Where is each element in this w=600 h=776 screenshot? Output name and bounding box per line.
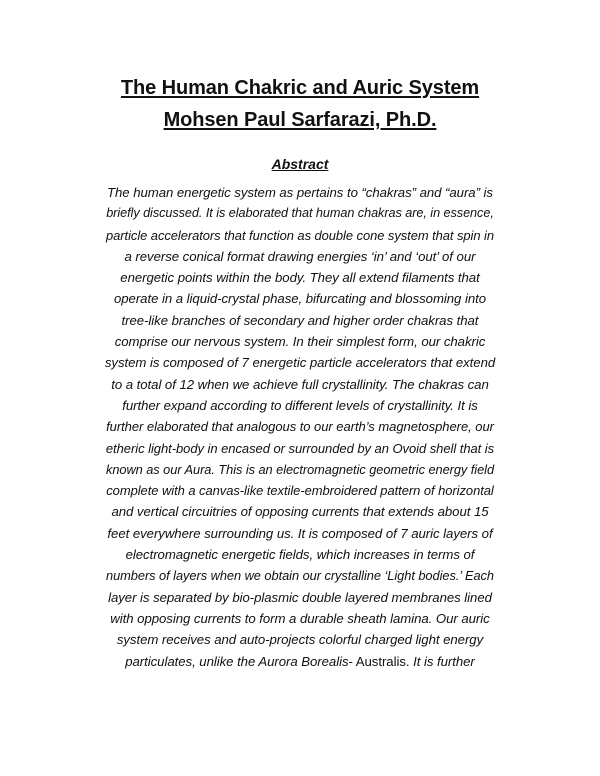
abstract-line: etheric light-body in encased or surrounded by an Ovoid shell that is	[105, 440, 495, 456]
abstract-line: The human energetic system as pertains to “chakras” and “aura” is	[107, 185, 493, 200]
abstract-line: complete with a canvas-like textile-embroidered pattern of horizontal	[106, 483, 494, 499]
title-block	[0, 72, 600, 136]
abstract-line: particle accelerators that function as double cone system that spin in	[106, 227, 494, 243]
abstract-line: numbers of layers when we obtain our crystalline ‘Light bodies.’ Each	[105, 568, 495, 584]
abstract-line: a reverse conical format drawing energies ‘in’ and ‘out’ of our	[124, 248, 476, 264]
abstract-line: tree-like branches of secondary and higher order chakras that	[121, 312, 479, 328]
abstract-body	[104, 182, 496, 672]
paper-title: The Human Chakric and Auric System	[120, 77, 480, 99]
last-line-part-1: particulates, unlike the Aurora Borealis	[125, 653, 349, 669]
last-line-part-2: - Australis.	[348, 653, 410, 669]
abstract-line: with opposing currents to form a durable sheath lamina. Our auric	[110, 610, 490, 626]
abstract-line: further expand according to different levels of crystallinity. It is	[122, 397, 478, 413]
abstract-line: comprise our nervous system. In their simplest form, our chakric	[114, 334, 486, 350]
abstract-line: and vertical circuitries of opposing currents that extends about 15	[111, 504, 489, 520]
abstract-line: briefly discussed. It is elaborated that human chakras are, in essence,	[106, 206, 494, 221]
abstract-line: electromagnetic energetic fields, which increases in terms of	[125, 547, 475, 563]
abstract-line: to a total of 12 when we achieve full crystallinity. The chakras can	[111, 376, 489, 392]
abstract-line: further elaborated that analogous to our earth’s magnetosphere, our	[106, 419, 494, 435]
abstract-line: system receives and auto-projects colorful charged light energy	[116, 632, 484, 648]
abstract-line: layer is separated by bio-plasmic double layered membranes lined	[108, 589, 492, 605]
last-line-part-3: It is further	[409, 653, 475, 669]
abstract-line: feet everywhere surrounding us. It is composed of 7 auric layers of	[107, 525, 493, 541]
author-name: Mohsen Paul Sarfarazi, Ph.D.	[163, 109, 437, 131]
abstract-line: system is composed of 7 energetic particle accelerators that extend	[104, 355, 496, 371]
abstract-last-line	[104, 651, 496, 672]
abstract-heading: Abstract	[271, 156, 329, 172]
abstract-line: energetic points within the body. They all extend filaments that	[120, 270, 480, 286]
abstract-line: operate in a liquid-crystal phase, bifurcating and blossoming into	[113, 291, 487, 307]
abstract-line: known as our Aura. This is an electromagnetic geometric energy field	[105, 461, 495, 477]
